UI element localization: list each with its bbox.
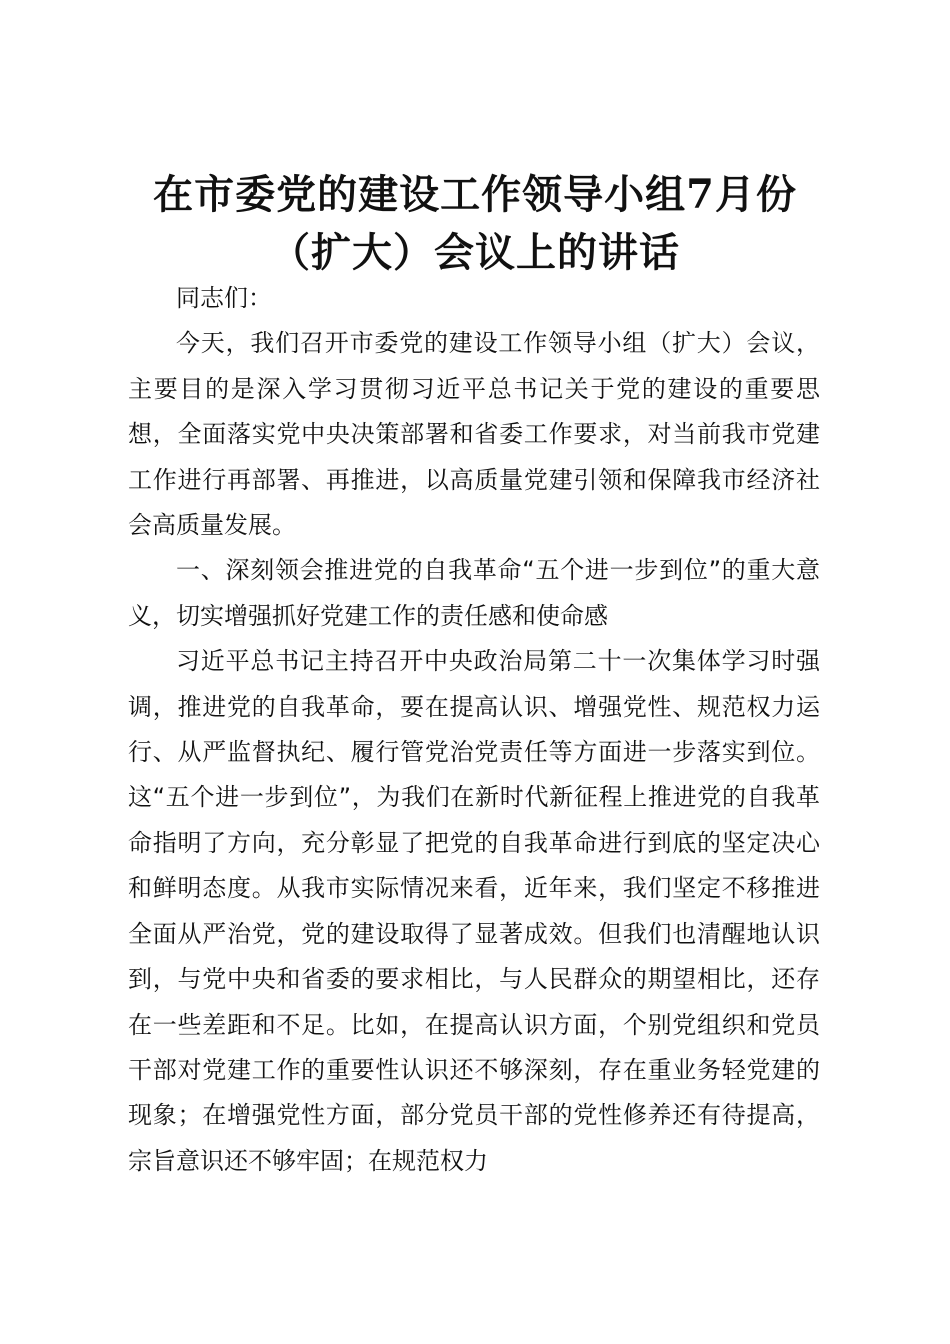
- salutation: 同志们：: [176, 284, 272, 312]
- section-heading-1: 一、深刻领会推进党的自我革命“五个进一步到位”的重大意义，切实增强抓好党建工作的责任感和使命感: [128, 556, 820, 630]
- paragraph-intro: 今天，我们召开市委党的建设工作领导小组（扩大）会议，主要目的是深入学习贯彻习近平总书记关于党的建设的重要思想，全面落实党中央决策部署和省委工作要求，对当前我市党建工作进行再部署、再推进，以高质量党建引领和保障我市经济社会高质量发展。: [128, 329, 820, 540]
- title-line-1: 在市委党的建设工作领导小组7月份: [153, 171, 797, 218]
- document-body: [128, 276, 820, 1184]
- document-title: [100, 166, 850, 282]
- paragraph-section-1: 习近平总书记主持召开中央政治局第二十一次集体学习时强调，推进党的自我革命，要在提高认识、增强党性、规范权力运行、从严监督执纪、履行管党治党责任等方面进一步落实到位。这“五个进一步到位”，为我们在新时代新征程上推进党的自我革命指明了方向，充分彰显了把党的自我革命进行到底的坚定决心和鲜明态度。从我市实际情况来看，近年来，我们坚定不移推进全面从严治党，党的建设取得了显著成效。但我们也清醒地认识到，与党中央和省委的要求相比，与人民群众的期望相比，还存在一些差距和不足。比如，在提高认识方面，个别党组织和党员干部对党建工作的重要性认识还不够深刻，存在重业务轻党建的现象；在增强党性方面，部分党员干部的党性修养还有待提高，宗旨意识还不够牢固；在规范权力: [128, 647, 820, 1175]
- title-line-2: （扩大）会议上的讲话: [270, 229, 680, 276]
